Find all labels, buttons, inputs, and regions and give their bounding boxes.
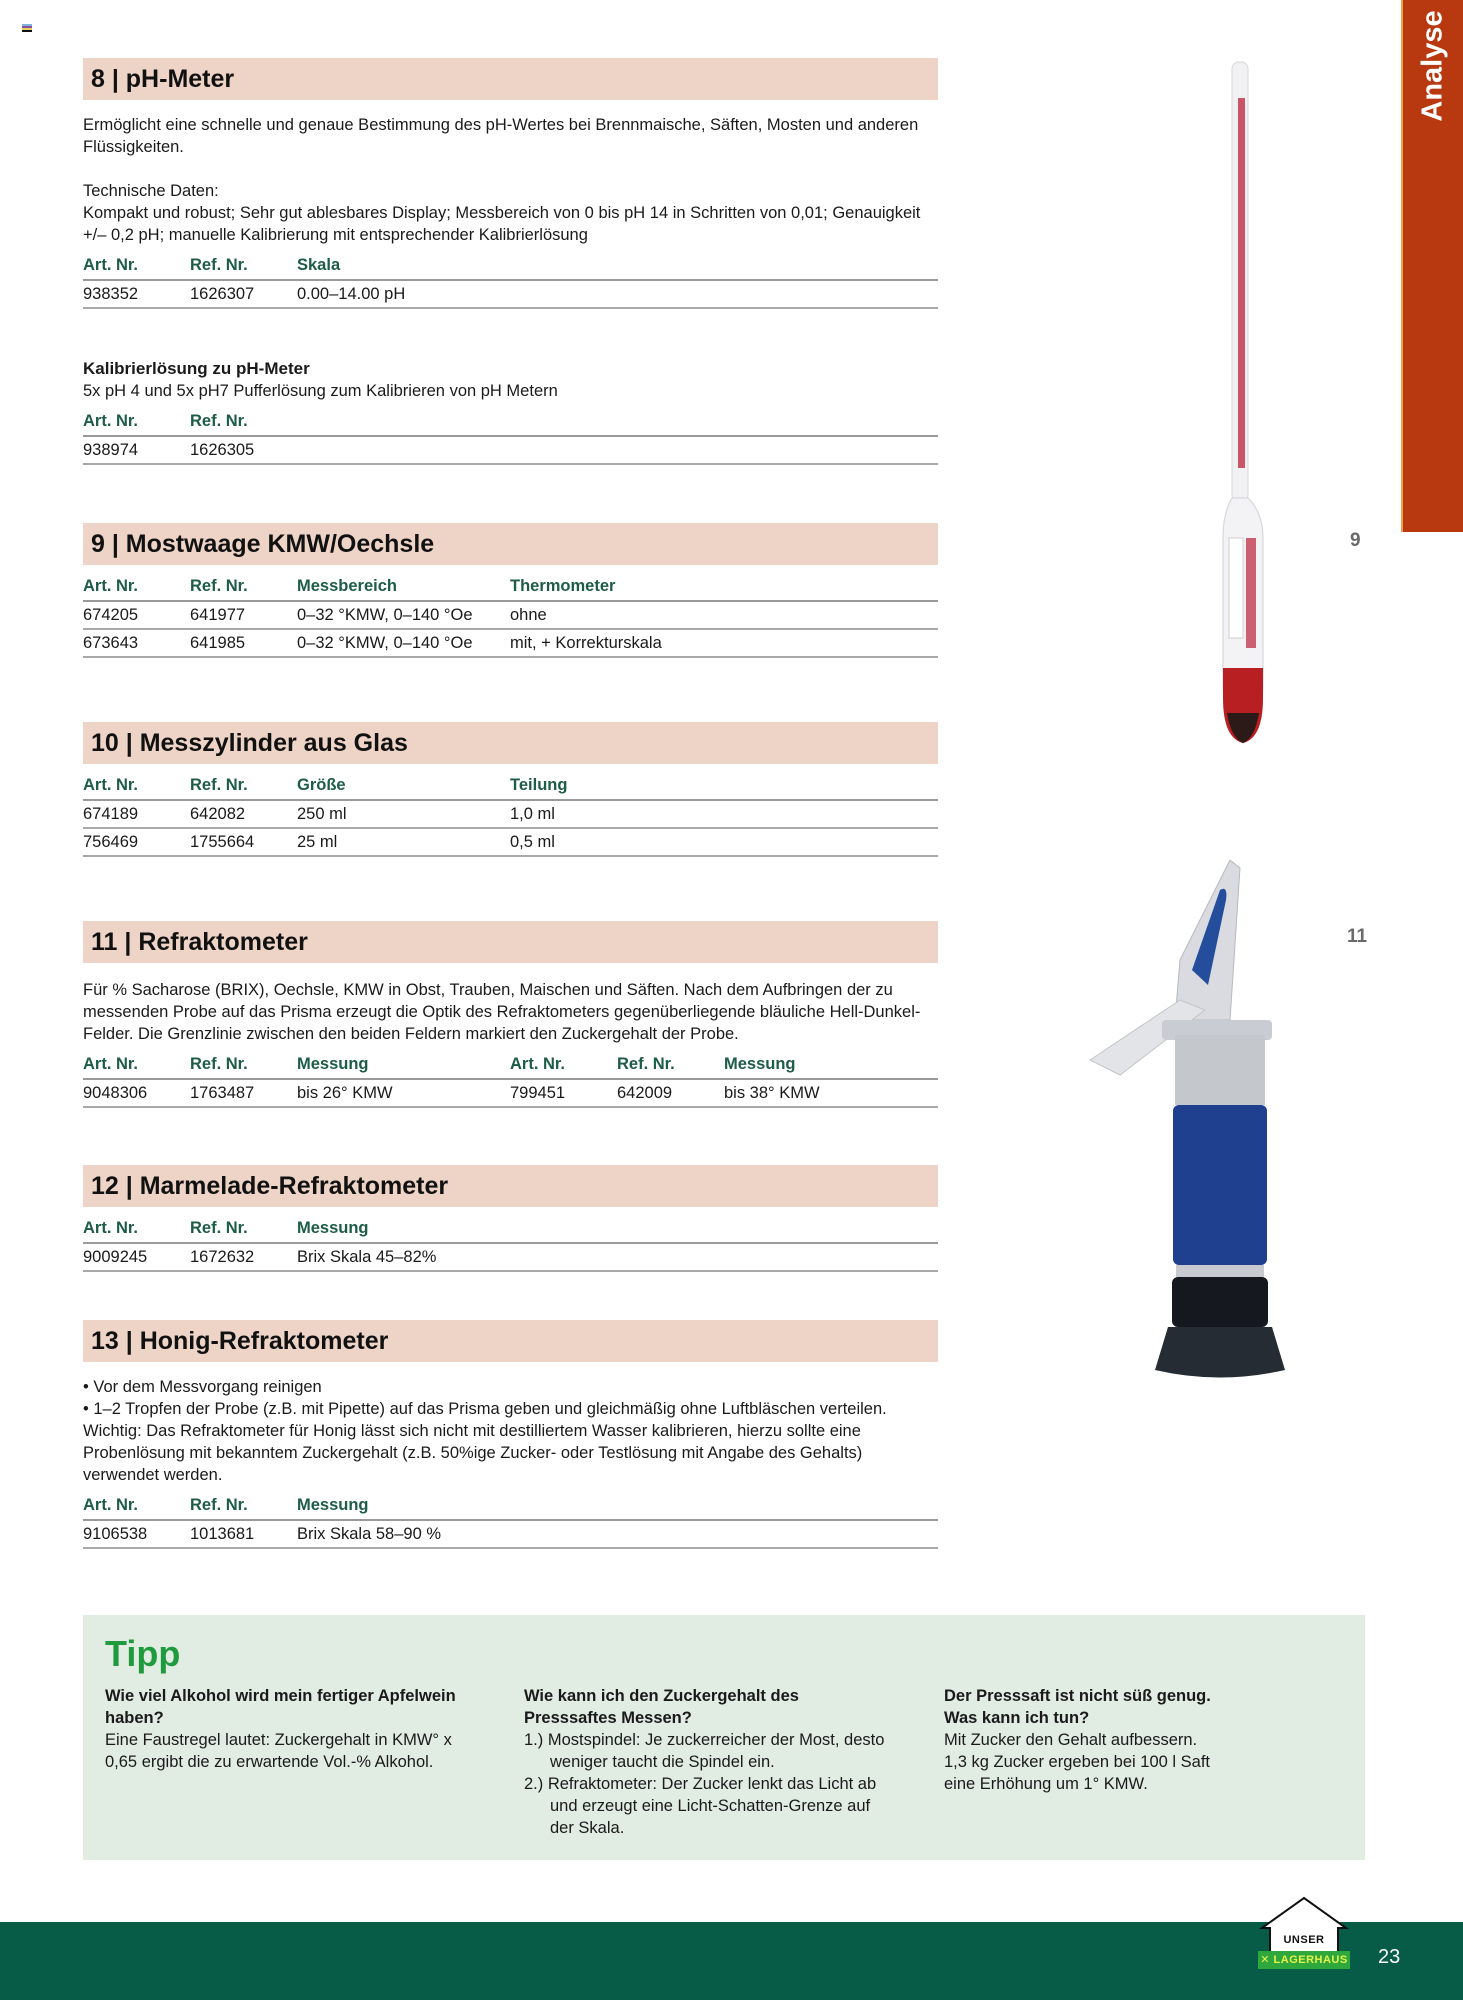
product-table: [83, 408, 938, 465]
messbereich: 0–32 °KMW, 0–140 °Oe: [297, 629, 510, 657]
product-table: [83, 1492, 938, 1549]
col-header: Ref. Nr.: [617, 1051, 724, 1079]
refractometer-image: [1080, 860, 1320, 1380]
col-header: Thermometer: [510, 573, 938, 601]
thermometer: ohne: [510, 601, 938, 629]
hydrometer-image: [1205, 58, 1285, 748]
ref-nr: 641985: [190, 629, 297, 657]
image-ref-9: 9: [1350, 530, 1361, 551]
section-title: 9 | Mostwaage KMW/Oechsle: [83, 523, 938, 565]
product-table: [83, 573, 938, 658]
messbereich: 0–32 °KMW, 0–140 °Oe: [297, 601, 510, 629]
art-nr: 674205: [83, 601, 190, 629]
section-marmelade-refraktometer: [83, 1165, 938, 1272]
table-row: [83, 601, 938, 629]
col-header: Ref. Nr.: [190, 1051, 297, 1079]
art-nr: 674189: [83, 800, 190, 828]
col-header: Art. Nr.: [83, 573, 190, 601]
important-note: Wichtig: Das Refraktometer für Honig lässt sich nicht mit destilliertem Wasser kalibrieren, hierzu sollte eine Probenlösung mit bekanntem Zuckergehalt (z.B. 50%ige Zucker- oder Testlösung mit Angabe des Gehalts) verwendet werden.: [83, 1422, 863, 1484]
col-header: Art. Nr.: [510, 1051, 617, 1079]
product-table: [83, 1215, 938, 1272]
thermometer: mit, + Korrekturskala: [510, 629, 938, 657]
section-mostwaage: [83, 523, 938, 658]
tipp-question: Wie kann ich den Zuckergehalt des Presssaftes Messen?: [524, 1687, 799, 1727]
table-row: [83, 436, 938, 464]
section-title: 12 | Marmelade-Refraktometer: [83, 1165, 938, 1207]
teilung: 0,5 ml: [510, 828, 938, 856]
ref-nr: 1755664: [190, 828, 297, 856]
ref-nr: 1763487: [190, 1079, 297, 1107]
art-nr: 799451: [510, 1079, 617, 1107]
ref-nr: 641977: [190, 601, 297, 629]
table-row: [83, 280, 938, 308]
section-title: 10 | Messzylinder aus Glas: [83, 722, 938, 764]
product-table: [83, 252, 938, 309]
table-row: [83, 629, 938, 657]
art-nr: 756469: [83, 828, 190, 856]
col-header: Ref. Nr.: [190, 408, 938, 436]
col-header: Ref. Nr.: [190, 1215, 297, 1243]
col-header: Messung: [297, 1492, 938, 1520]
col-header: Messung: [297, 1215, 938, 1243]
page-number: 23: [1378, 1946, 1401, 1968]
col-header: Skala: [297, 252, 938, 280]
tipp-list-item: 1.) Mostspindel: Je zuckerreicher der Most, desto weniger taucht die Spindel ein.: [524, 1731, 885, 1771]
table-row: [83, 1520, 938, 1548]
image-ref-11: 11: [1347, 926, 1368, 947]
subsection-title: Kalibrierlösung zu pH-Meter: [83, 359, 310, 378]
lagerhaus-logo: [1254, 1896, 1354, 1976]
col-header: Art. Nr.: [83, 1215, 190, 1243]
art-nr: 673643: [83, 629, 190, 657]
tipp-column-alcohol: [105, 1685, 485, 1773]
col-header: Art. Nr.: [83, 1051, 190, 1079]
skala: 0.00–14.00 pH: [297, 280, 938, 308]
ref-nr: 642009: [617, 1079, 724, 1107]
messung: bis 38° KMW: [724, 1079, 938, 1107]
art-nr: 938974: [83, 436, 190, 464]
col-header: Messbereich: [297, 573, 510, 601]
col-header: Ref. Nr.: [190, 252, 297, 280]
col-header: Ref. Nr.: [190, 1492, 297, 1520]
messung: Brix Skala 58–90 %: [297, 1520, 938, 1548]
ref-nr: 1013681: [190, 1520, 297, 1548]
section-honig-refraktometer: [83, 1320, 938, 1549]
ref-nr: 1626307: [190, 280, 297, 308]
col-header: Messung: [724, 1051, 938, 1079]
section-refraktometer: [83, 921, 938, 1108]
section-title: 11 | Refraktometer: [83, 921, 938, 963]
tipp-title: Tipp: [105, 1633, 181, 1674]
art-nr: 9106538: [83, 1520, 190, 1548]
tipp-list-item: 2.) Refraktometer: Der Zucker lenkt das Licht ab und erzeugt eine Licht-Schatten-Grenze auf der Skala.: [524, 1775, 877, 1837]
corner-color-mark: [22, 24, 32, 32]
art-nr: 9009245: [83, 1243, 190, 1271]
col-header: Ref. Nr.: [190, 573, 297, 601]
ref-nr: 1672632: [190, 1243, 297, 1271]
col-header: Ref. Nr.: [190, 772, 297, 800]
table-row: [83, 800, 938, 828]
tipp-column-sugar-measure: [524, 1685, 894, 1839]
messung: bis 26° KMW: [297, 1079, 510, 1107]
groesse: 250 ml: [297, 800, 510, 828]
logo-text-top: UNSER: [1283, 1934, 1325, 1946]
footer-bar: [0, 1922, 1463, 2000]
tipp-box: [83, 1615, 1365, 1860]
col-header: Art. Nr.: [83, 252, 190, 280]
art-nr: 938352: [83, 280, 190, 308]
section-calibration-solution: [83, 357, 938, 465]
col-header: Teilung: [510, 772, 938, 800]
logo-text-bottom: ✕ LAGERHAUS: [1258, 1951, 1350, 1969]
tipp-answer: Mit Zucker den Gehalt aufbessern. 1,3 kg Zucker ergeben bei 100 l Saft eine Erhöhung um 1° KMW.: [944, 1731, 1210, 1793]
table-row: [83, 1079, 938, 1107]
section-description: Für % Sacharose (BRIX), Oechsle, KMW in Obst, Trauben, Maischen und Säften. Nach dem Aufbringen der zu messenden Probe auf das Prisma erzeugt die Optik des Refraktometers gegenüberliegende bläuliche Hell-Dunkel-Felder. Die Grenzlinie zwischen den beiden Feldern markiert den Zuckergehalt der Probe.: [83, 981, 921, 1043]
product-table: [83, 1051, 938, 1108]
section-title: 8 | pH-Meter: [83, 58, 938, 100]
messung: Brix Skala 45–82%: [297, 1243, 938, 1271]
tech-data-text: Kompakt und robust; Sehr gut ablesbares Display; Messbereich von 0 bis pH 14 in Schritten von 0,01; Genauigkeit +/– 0,2 pH; manuelle Kalibrierung mit entsprechender Kalibrierlösung: [83, 204, 921, 244]
section-title: 13 | Honig-Refraktometer: [83, 1320, 938, 1362]
section-messzylinder: [83, 722, 938, 857]
category-side-tab: [1401, 0, 1463, 532]
tipp-answer: Eine Faustregel lautet: Zuckergehalt in KMW° x 0,65 ergibt die zu erwartende Vol.-% Alkohol.: [105, 1731, 452, 1771]
col-header: Größe: [297, 772, 510, 800]
art-nr: 9048306: [83, 1079, 190, 1107]
tipp-column-sweetness: [944, 1685, 1224, 1795]
col-header: Art. Nr.: [83, 1492, 190, 1520]
tech-data-label: Technische Daten:: [83, 182, 219, 200]
col-header: Messung: [297, 1051, 510, 1079]
bullet-item: • 1–2 Tropfen der Probe (z.B. mit Pipette) auf das Prisma geben und gleichmäßig ohne Luftbläschen verteilen.: [83, 1400, 887, 1418]
teilung: 1,0 ml: [510, 800, 938, 828]
section-ph-meter: [83, 58, 938, 309]
bullet-item: • Vor dem Messvorgang reinigen: [83, 1378, 322, 1396]
section-description: Ermöglicht eine schnelle und genaue Bestimmung des pH-Wertes bei Brennmaische, Säften, Mosten und anderen Flüssigkeiten.: [83, 116, 919, 156]
table-row: [83, 1243, 938, 1271]
table-row: [83, 828, 938, 856]
col-header: Art. Nr.: [83, 772, 190, 800]
category-label: Analyse: [1416, 10, 1449, 122]
tipp-question: Der Presssaft ist nicht süß genug. Was kann ich tun?: [944, 1687, 1211, 1727]
tipp-question: Wie viel Alkohol wird mein fertiger Apfelwein haben?: [105, 1687, 456, 1727]
ref-nr: 1626305: [190, 436, 938, 464]
subsection-description: 5x pH 4 und 5x pH7 Pufferlösung zum Kalibrieren von pH Metern: [83, 382, 558, 400]
ref-nr: 642082: [190, 800, 297, 828]
groesse: 25 ml: [297, 828, 510, 856]
product-table: [83, 772, 938, 857]
col-header: Art. Nr.: [83, 408, 190, 436]
